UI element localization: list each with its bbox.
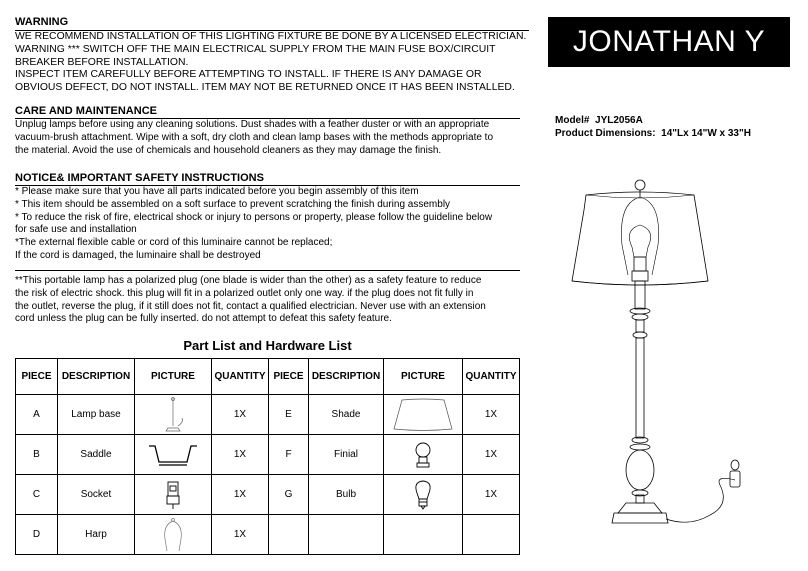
- bulb-icon: [413, 479, 433, 511]
- piece-cell: A: [16, 395, 58, 435]
- picture-cell: [135, 435, 212, 475]
- plug-text: [15, 275, 486, 326]
- warning-line: OBVIOUS DEFECT, DO NOT INSTALL. ITEM MAY NOT BE RETURNED ONCE IT HAS BEEN INSTALLED.: [15, 82, 515, 94]
- piece-cell: F: [269, 435, 309, 475]
- dimensions-line: [555, 127, 751, 140]
- header-quantity: QUANTITY: [212, 359, 269, 395]
- quantity-cell: 1X: [212, 395, 269, 435]
- picture-cell: [135, 395, 212, 435]
- safety-title: NOTICE& IMPORTANT SAFETY INSTRUCTIONS: [15, 172, 264, 184]
- header-picture: PICTURE: [135, 359, 212, 395]
- table-row: [16, 435, 520, 475]
- plug-line: cord unless the plug can be fully inserted. do not attempt to defeat this safety feature.: [15, 313, 392, 325]
- model-value: JYL2056A: [595, 115, 643, 126]
- model-label: Model#: [555, 115, 590, 126]
- picture-cell: [384, 435, 463, 475]
- header-piece: PIECE: [269, 359, 309, 395]
- piece-cell: C: [16, 475, 58, 515]
- quantity-cell: 1X: [212, 435, 269, 475]
- warning-title: WARNING: [15, 16, 69, 28]
- picture-cell: [135, 515, 212, 555]
- header-quantity: QUANTITY: [463, 359, 520, 395]
- plug-line: the outlet, reverse the plug, if it still does not fit, contact a qualified electrician. Never use with an extension: [15, 300, 486, 312]
- quantity-cell: 1X: [463, 395, 520, 435]
- description-cell: Shade: [309, 395, 384, 435]
- socket-icon: [163, 480, 183, 510]
- safety-line: * To reduce the risk of fire, electrical shock or injury to persons or property, please follow the guideline below: [15, 211, 493, 223]
- saddle-icon: [145, 440, 201, 470]
- plug-line: **This portable lamp has a polarized plug (one blade is wider than the other) as a safety feature to reduce: [15, 275, 482, 286]
- piece-cell: B: [16, 435, 58, 475]
- table-row: [16, 395, 520, 435]
- warning-line: INSPECT ITEM CAREFULLY BEFORE ATTEMPTING TO INSTALL. IF THERE IS ANY DAMAGE OR: [15, 69, 482, 81]
- description-cell: Harp: [58, 515, 135, 555]
- picture-cell: [135, 475, 212, 515]
- brand-logo: JONATHAN Y: [548, 17, 790, 67]
- lamp-base-icon: [158, 396, 188, 434]
- quantity-cell: [463, 515, 520, 555]
- care-title: CARE AND MAINTENANCE: [15, 105, 157, 117]
- table-header-row: [16, 359, 520, 395]
- description-cell: Lamp base: [58, 395, 135, 435]
- piece-cell: E: [269, 395, 309, 435]
- quantity-cell: 1X: [212, 515, 269, 555]
- piece-cell: [269, 515, 309, 555]
- shade-icon: [390, 397, 456, 433]
- plug-rule: [15, 270, 520, 271]
- picture-cell: [384, 475, 463, 515]
- dimensions-value: 14"Lx 14"W x 33"H: [661, 128, 751, 139]
- care-line: the material. Avoid the use of chemicals and household cleaners as they may damage the finish.: [15, 144, 442, 156]
- piece-cell: D: [16, 515, 58, 555]
- safety-line: * Please make sure that you have all parts indicated before you begin assembly of this item: [15, 186, 419, 197]
- safety-line: *The external flexible cable or cord of this luminaire cannot be replaced;: [15, 237, 333, 249]
- dimensions-label: Product Dimensions:: [555, 128, 656, 139]
- parts-table: [15, 358, 520, 555]
- table-row: [16, 515, 520, 555]
- description-cell: Socket: [58, 475, 135, 515]
- care-line: vacuum-brush attachment. Wipe with a soft, dry cloth and clean lamp bases with the methods appropriate to: [15, 131, 494, 143]
- model-line: [555, 114, 643, 127]
- description-cell: [309, 515, 384, 555]
- warning-line: WE RECOMMEND INSTALLATION OF THIS LIGHTING FIXTURE BE DONE BY A LICENSED ELECTRICIAN.: [15, 31, 527, 42]
- warning-text: [15, 31, 526, 95]
- warning-line: BREAKER BEFORE INSTALLATION.: [15, 56, 189, 68]
- safety-line: for safe use and installation: [15, 224, 137, 236]
- picture-cell: [384, 395, 463, 435]
- description-cell: Finial: [309, 435, 384, 475]
- table-row: [16, 475, 520, 515]
- quantity-cell: 1X: [463, 475, 520, 515]
- finial-icon: [413, 440, 433, 470]
- plug-line: the risk of electric shock. this plug will fit in a polarized outlet only one way. if the plug does not fit fully in: [15, 287, 474, 299]
- quantity-cell: 1X: [212, 475, 269, 515]
- harp-icon: [158, 517, 188, 553]
- care-text: [15, 119, 493, 157]
- header-description: DESCRIPTION: [309, 359, 384, 395]
- header-description: DESCRIPTION: [58, 359, 135, 395]
- safety-line: If the cord is damaged, the luminaire shall be destroyed: [15, 249, 261, 261]
- picture-cell: [384, 515, 463, 555]
- warning-line: WARNING *** SWITCH OFF THE MAIN ELECTRICAL SUPPLY FROM THE MAIN FUSE BOX/CIRCUIT: [15, 43, 496, 55]
- quantity-cell: 1X: [463, 435, 520, 475]
- safety-text: [15, 186, 492, 263]
- header-picture: PICTURE: [384, 359, 463, 395]
- floor-lamp-illustration: [570, 175, 770, 540]
- safety-line: * This item should be assembled on a soft surface to prevent scratching the finish during assembly: [15, 198, 451, 210]
- description-cell: Saddle: [58, 435, 135, 475]
- care-line: Unplug lamps before using any cleaning solutions. Dust shades with a feather duster or with an appropriate: [15, 119, 490, 130]
- piece-cell: G: [269, 475, 309, 515]
- header-piece: PIECE: [16, 359, 58, 395]
- parts-title: Part List and Hardware List: [183, 338, 352, 353]
- description-cell: Bulb: [309, 475, 384, 515]
